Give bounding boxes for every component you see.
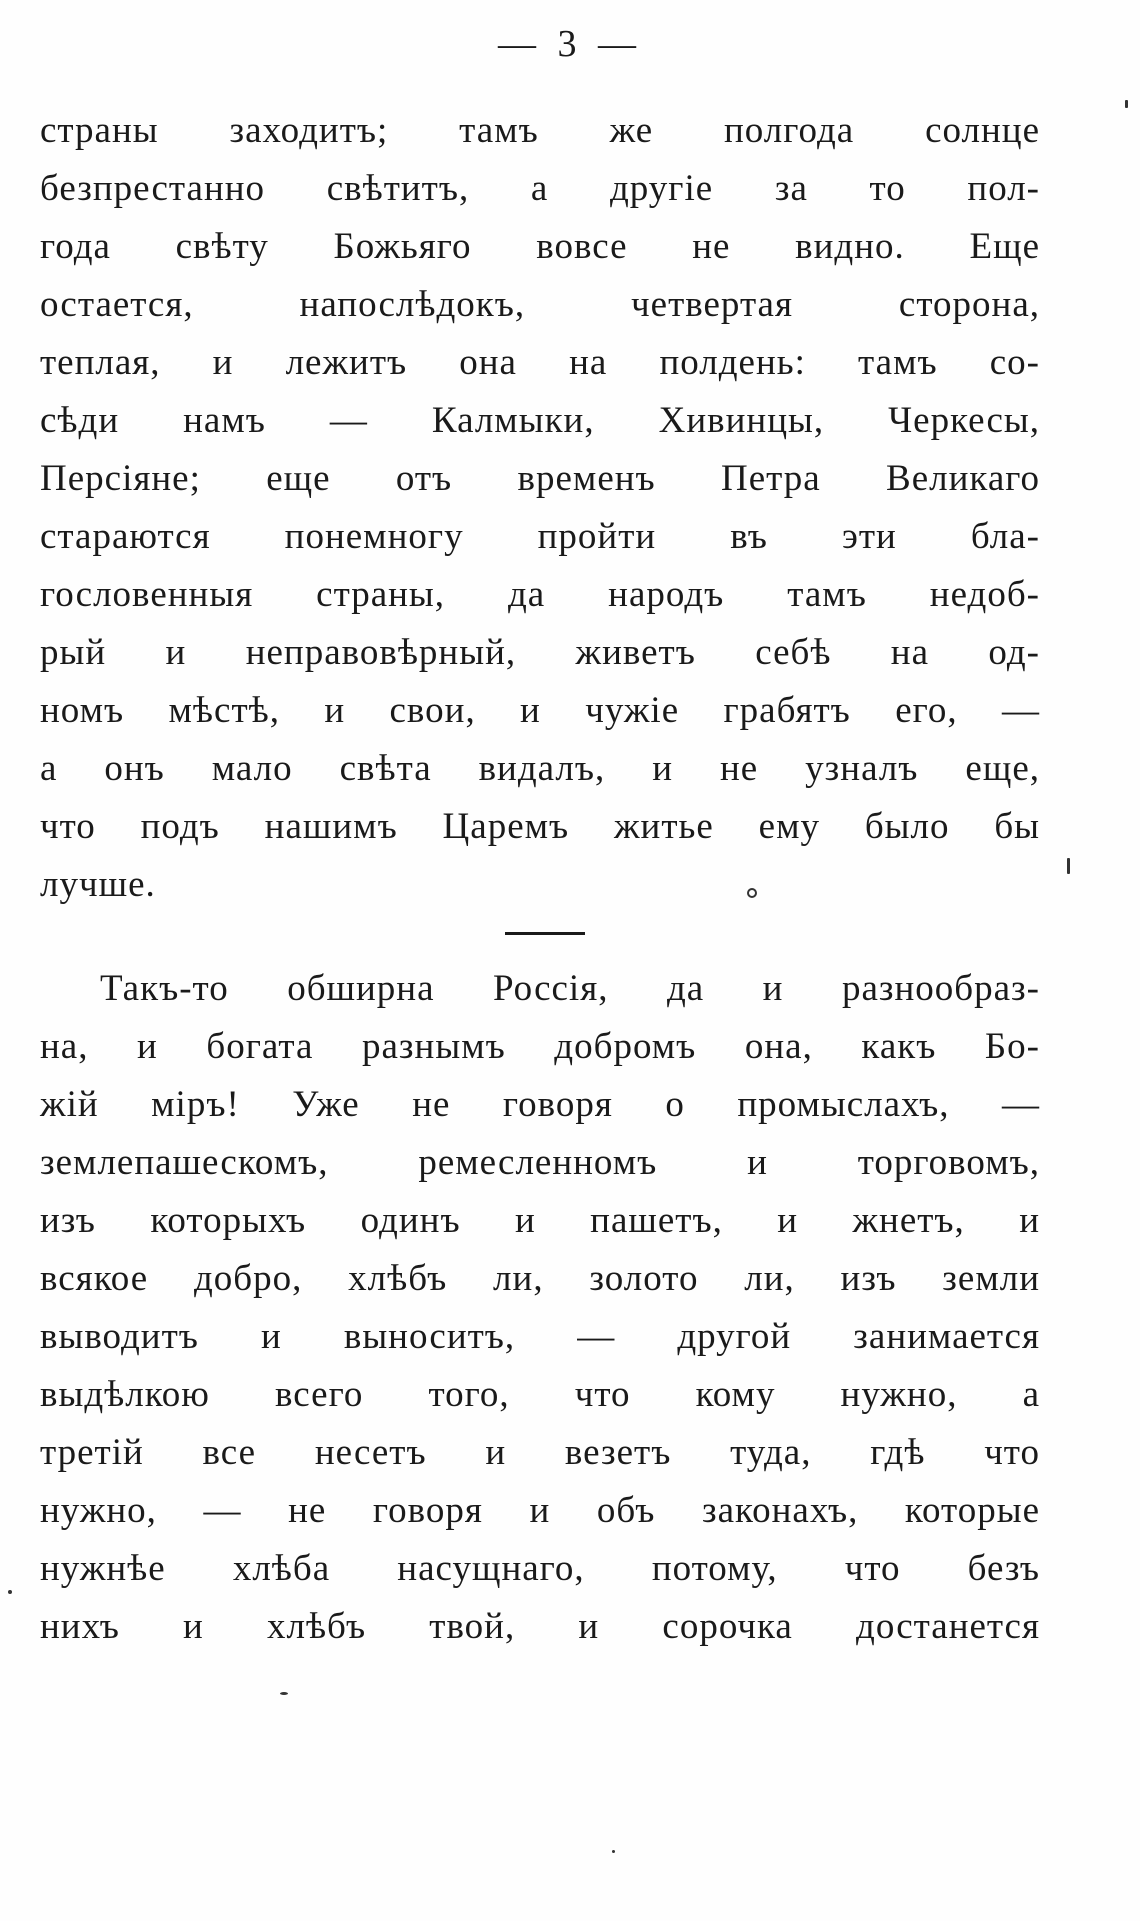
text-line: Персіяне; еще отъ временъ Петра Великаго	[40, 458, 1040, 499]
text-line: всякое добро, хлѣбъ ли, золото ли, изъ земли	[40, 1258, 1040, 1299]
text-line: жій міръ! Уже не говоря о промыслахъ, —	[40, 1084, 1040, 1125]
text-line: на, и богата разнымъ добромъ она, какъ Бо-	[40, 1026, 1040, 1067]
section-divider	[505, 932, 585, 935]
text-line: что подъ нашимъ Царемъ житье ему было бы	[40, 806, 1040, 847]
paragraph-1	[40, 102, 1040, 914]
text-line: страны заходитъ; тамъ же полгода солнце	[40, 110, 1040, 151]
text-line: теплая, и лежитъ она на полдень: тамъ со-	[40, 342, 1040, 383]
text-line: сѣди намъ — Калмыки, Хивинцы, Черкесы,	[40, 400, 1040, 441]
text-line: стараются понемногу пройти въ эти бла-	[40, 516, 1040, 557]
text-line: нужнѣе хлѣба насущнаго, потому, что безъ	[40, 1548, 1040, 1589]
text-line: нихъ и хлѣбъ твой, и сорочка достанется	[40, 1606, 1040, 1647]
text-line: гословенныя страны, да народъ тамъ недоб-	[40, 574, 1040, 615]
text-line: номъ мѣстѣ, и свои, и чужіе грабятъ его, —	[40, 690, 1040, 731]
text-line: безпрестанно свѣтитъ, а другіе за то пол-	[40, 168, 1040, 209]
page-number: — 3 —	[498, 23, 642, 65]
text-line: а онъ мало свѣта видалъ, и не узналъ еще,	[40, 748, 1040, 789]
text-line: нужно, — не говоря и объ законахъ, которые	[40, 1490, 1040, 1531]
text-line: рый и неправовѣрный, живетъ себѣ на од-	[40, 632, 1040, 673]
print-speck	[8, 1590, 12, 1594]
print-speck	[1067, 858, 1070, 874]
text-line: землепашескомъ, ремесленномъ и торговомъ,	[40, 1142, 1040, 1183]
print-speck	[747, 888, 757, 898]
text-line-last: лучше.	[40, 864, 156, 905]
text-line-first: Такъ-то обширна Россія, да и разнообраз-	[100, 968, 1040, 1009]
text-line: третій все несетъ и везетъ туда, гдѣ что	[40, 1432, 1040, 1473]
print-speck	[1125, 100, 1128, 108]
text-line: года свѣту Божьяго вовсе не видно. Еще	[40, 226, 1040, 267]
text-line: выводитъ и выноситъ, — другой занимается	[40, 1316, 1040, 1357]
paragraph-2	[40, 960, 1040, 1656]
print-speck	[280, 1692, 288, 1695]
text-line: остается, напослѣдокъ, четвертая сторона,	[40, 284, 1040, 325]
print-speck	[612, 1850, 615, 1853]
text-line: изъ которыхъ одинъ и пашетъ, и жнетъ, и	[40, 1200, 1040, 1241]
text-line: выдѣлкою всего того, что кому нужно, а	[40, 1374, 1040, 1415]
